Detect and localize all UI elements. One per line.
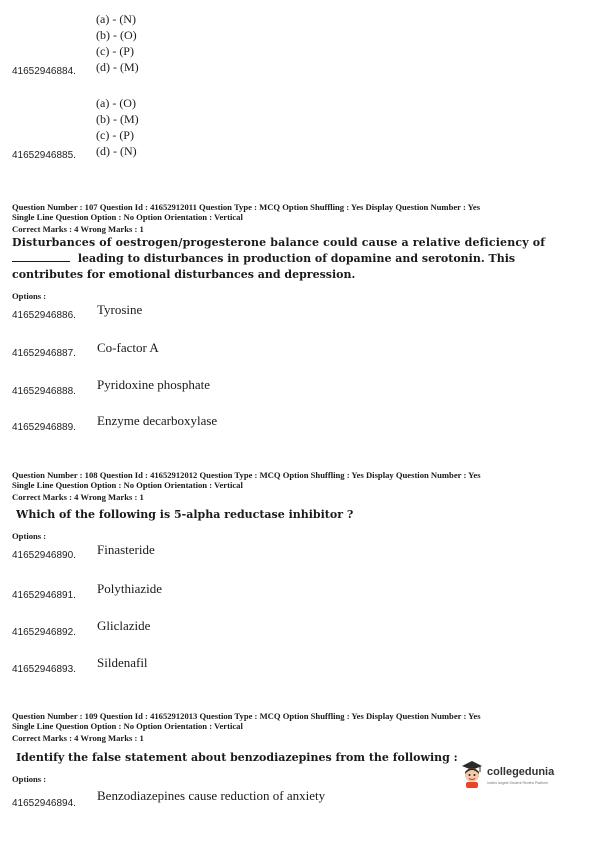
question-meta: Question Number : 107 Question Id : 41652912011 Question Type : MCQ Option Shuffling : Yes Display Question Number : Yes xyxy=(12,202,481,212)
question-text-line: leading to disturbances in production of dopamine and serotonin. This xyxy=(77,252,516,265)
options-label: Options : xyxy=(12,531,47,541)
option-line: (c) - (P) xyxy=(96,128,134,142)
option-id: 41652946886. xyxy=(12,310,76,321)
question-marks: Correct Marks : 4 Wrong Marks : 1 xyxy=(12,733,144,743)
option-line: (a) - (N) xyxy=(96,12,136,26)
option-id: 41652946894. xyxy=(12,798,76,809)
fill-blank xyxy=(12,252,70,262)
option-text: Polythiazide xyxy=(97,581,162,596)
option-line: (d) - (N) xyxy=(96,144,137,158)
option-line: (b) - (M) xyxy=(96,112,139,126)
option-text: Tyrosine xyxy=(97,302,143,317)
question-text: contributes for emotional disturbances and depression. xyxy=(12,268,356,281)
option-id: 41652946892. xyxy=(12,627,76,638)
option-line: (a) - (O) xyxy=(96,96,136,110)
logo-tagline: India's largest Student Review Platform xyxy=(487,781,548,785)
option-id: 41652946890. xyxy=(12,550,76,561)
option-text: Enzyme decarboxylase xyxy=(97,413,218,428)
question-text: Identify the false statement about benzodiazepines from the following : xyxy=(16,751,458,764)
collegedunia-logo xyxy=(460,760,560,792)
option-text: Co-factor A xyxy=(97,340,159,355)
question-text xyxy=(12,251,515,267)
question-marks: Correct Marks : 4 Wrong Marks : 1 xyxy=(12,224,144,234)
option-id: 41652946891. xyxy=(12,590,76,601)
option-id: 41652946885. xyxy=(12,150,76,161)
logo-brand: collegedunia xyxy=(487,766,555,778)
option-text: Pyridoxine phosphate xyxy=(97,377,211,392)
option-text: Gliclazide xyxy=(97,618,151,633)
option-line: (d) - (M) xyxy=(96,60,139,74)
option-text: Benzodiazepines cause reduction of anxiety xyxy=(97,788,326,803)
options-label: Options : xyxy=(12,774,47,784)
graduate-mascot-icon xyxy=(460,760,484,788)
option-id: 41652946889. xyxy=(12,422,76,433)
option-line: (c) - (P) xyxy=(96,44,134,58)
question-meta: Single Line Question Option : No Option Orientation : Vertical xyxy=(12,212,243,222)
option-line: (b) - (O) xyxy=(96,28,137,42)
question-meta: Single Line Question Option : No Option Orientation : Vertical xyxy=(12,480,243,490)
question-text: Disturbances of oestrogen/progesterone balance could cause a relative deficiency of xyxy=(12,236,546,249)
option-id: 41652946884. xyxy=(12,66,76,77)
options-label: Options : xyxy=(12,291,47,301)
option-text: Sildenafil xyxy=(97,655,148,670)
question-meta: Question Number : 109 Question Id : 41652912013 Question Type : MCQ Option Shuffling : Yes Display Question Number : Yes xyxy=(12,711,481,721)
option-id: 41652946888. xyxy=(12,386,76,397)
option-id: 41652946887. xyxy=(12,348,76,359)
question-meta: Question Number : 108 Question Id : 41652912012 Question Type : MCQ Option Shuffling : Yes Display Question Number : Yes xyxy=(12,470,481,480)
question-meta: Single Line Question Option : No Option Orientation : Vertical xyxy=(12,721,243,731)
option-text: Finasteride xyxy=(97,542,155,557)
question-marks: Correct Marks : 4 Wrong Marks : 1 xyxy=(12,492,144,502)
question-text: Which of the following is 5-alpha reductase inhibitor ? xyxy=(16,508,354,521)
option-id: 41652946893. xyxy=(12,664,76,675)
